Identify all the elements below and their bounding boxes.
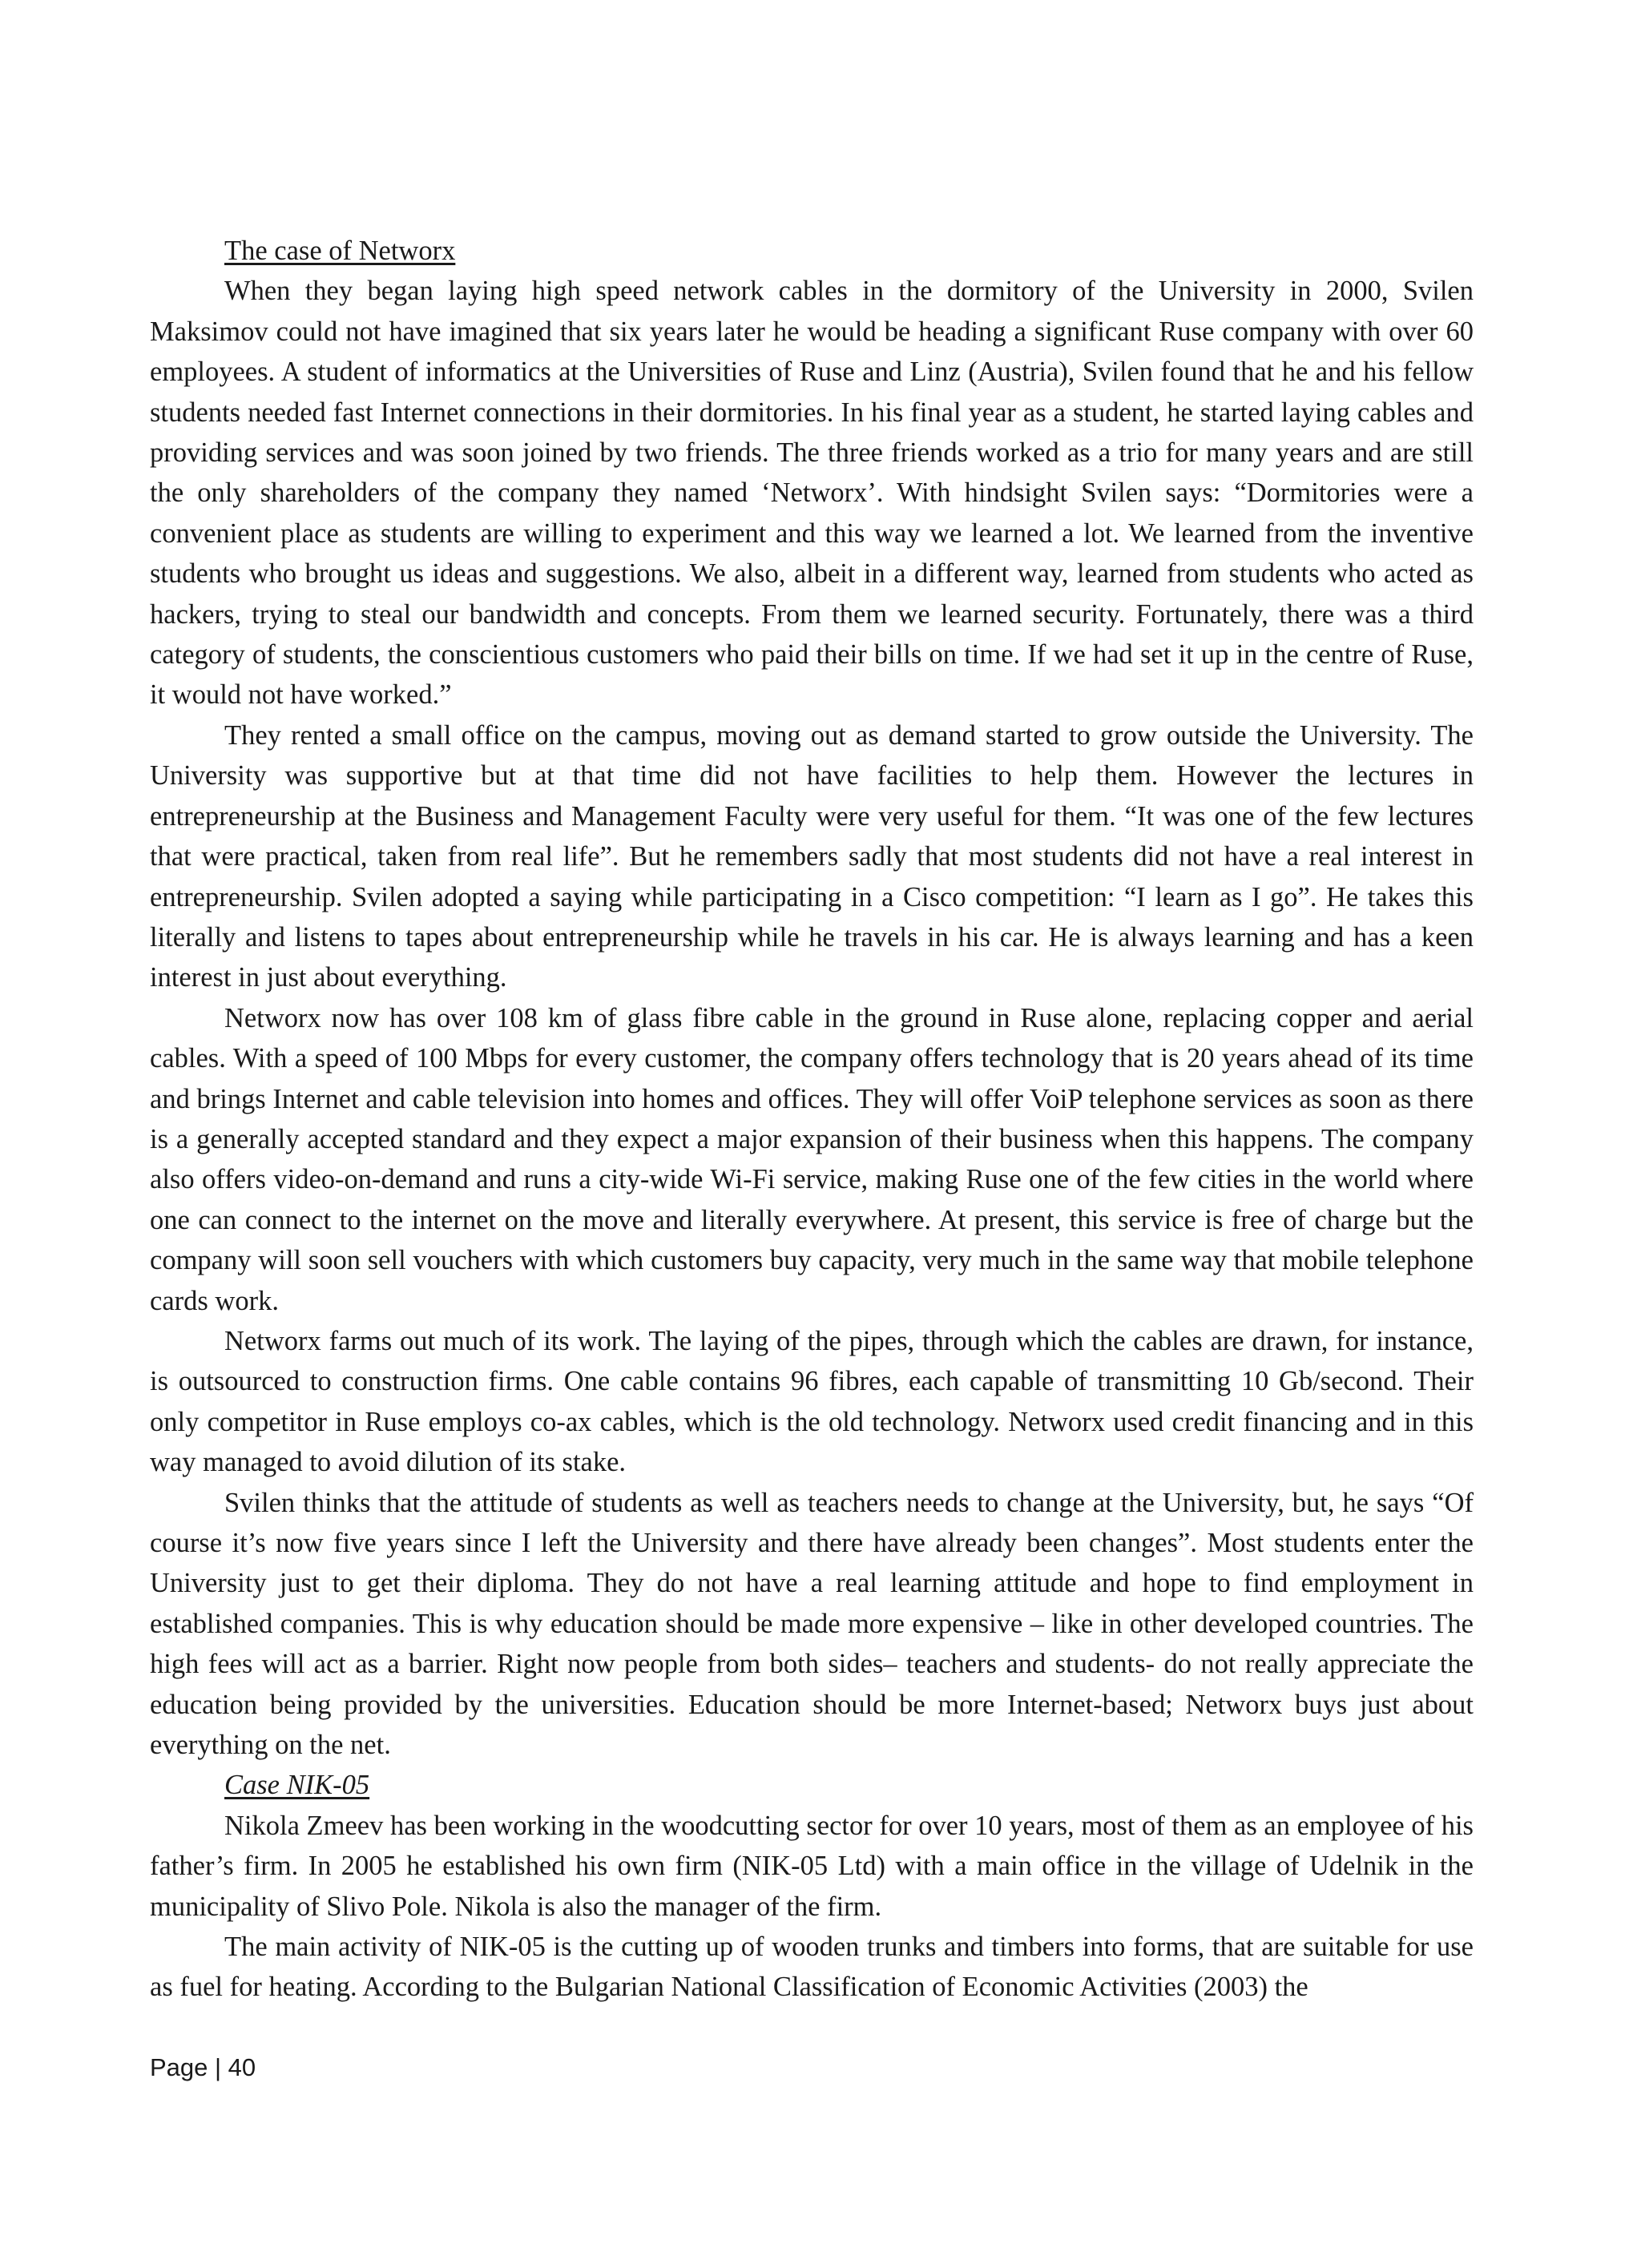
section-heading-networx: The case of Networx [224, 236, 456, 266]
paragraph: Svilen thinks that the attitude of students as well as teachers needs to change at the University, but, he says “Of course it’s now five years since I left the University and there have already been changes”. Most students enter the University just to get their diploma. They do not have a real learning attitude and hope to find employment in established companies. This is why education should be made more expensive – like in other developed countries. The high fees will act as a barrier. Right now people from both sides– teachers and students- do not really appreciate the education being provided by the universities. Education should be more Internet-based; Networx buys just about everything on the net. [150, 1487, 1474, 1761]
paragraph: The main activity of NIK-05 is the cutting up of wooden trunks and timbers into forms, that are suitable for use as fuel for heating. According to the Bulgarian National Classification of Economic Activities (2003) the [150, 1932, 1474, 2003]
paragraph: Networx now has over 108 km of glass fibre cable in the ground in Ruse alone, replacing copper and aerial cables. With a speed of 100 Mbps for every customer, the company offers technology that is 20 years ahead of its time and brings Internet and cable television into homes and offices. They will offer VoiP telephone services as soon as there is a generally accepted standard and they expect a major expansion of their business when this happens. The company also offers video-on-demand and runs a city-wide Wi-Fi service, making Ruse one of the few cities in the world where one can connect to the internet on the move and literally everywhere. At present, this service is free of charge but the company will soon sell vouchers with which customers buy capacity, very much in the same way that mobile telephone cards work. [150, 1002, 1474, 1316]
document-body [150, 231, 1474, 2008]
paragraph: Nikola Zmeev has been working in the woodcutting sector for over 10 years, most of them as an employee of his father’s firm. In 2005 he established his own firm (NIK-05 Ltd) with a main office in the village of Udelnik in the municipality of Slivo Pole. Nikola is also the manager of the firm. [150, 1810, 1474, 1922]
paragraph: Networx farms out much of its work. The laying of the pipes, through which the cables are drawn, for instance, is outsourced to construction firms. One cable contains 96 fibres, each capable of transmitting 10 Gb/second. Their only competitor in Ruse employs co-ax cables, which is the old technology. Networx used credit financing and in this way managed to avoid dilution of its stake. [150, 1325, 1474, 1478]
page-number-footer: Page | 40 [150, 2053, 256, 2081]
paragraph: They rented a small office on the campus, moving out as demand started to grow outside the University. The University was supportive but at that time did not have facilities to help them. However the lectures in entrepreneurship at the Business and Management Faculty were very useful for them. “It was one of the few lectures that were practical, taken from real life”. But he remembers sadly that most students did not have a real interest in entrepreneurship. Svilen adopted a saying while participating in a Cisco competition: “I learn as I go”. He takes this literally and listens to tapes about entrepreneurship while he travels in his car. He is always learning and has a keen interest in just about everything. [150, 719, 1474, 993]
section-heading-nik05: Case NIK-05 [224, 1770, 370, 1801]
paragraph: When they began laying high speed network cables in the dormitory of the University in 2000, Svilen Maksimov could not have imagined that six years later he would be heading a significant Ruse company with over 60 employees. A student of informatics at the Universities of Ruse and Linz (Austria), Svilen found that he and his fellow students needed fast Internet connections in their dormitories. In his final year as a student, he started laying cables and providing services and was soon joined by two friends. The three friends worked as a trio for many years and are still the only shareholders of the company they named ‘Networx’. With hindsight Svilen says: “Dormitories were a convenient place as students are willing to experiment and this way we learned a lot. We learned from the inventive students who brought us ideas and suggestions. We also, albeit in a different way, learned from students who acted as hackers, trying to steal our bandwidth and concepts. From them we learned security. Fortunately, there was a third category of students, the conscientious customers who paid their bills on time. If we had set it up in the centre of Ruse, it would not have worked.” [150, 276, 1474, 711]
